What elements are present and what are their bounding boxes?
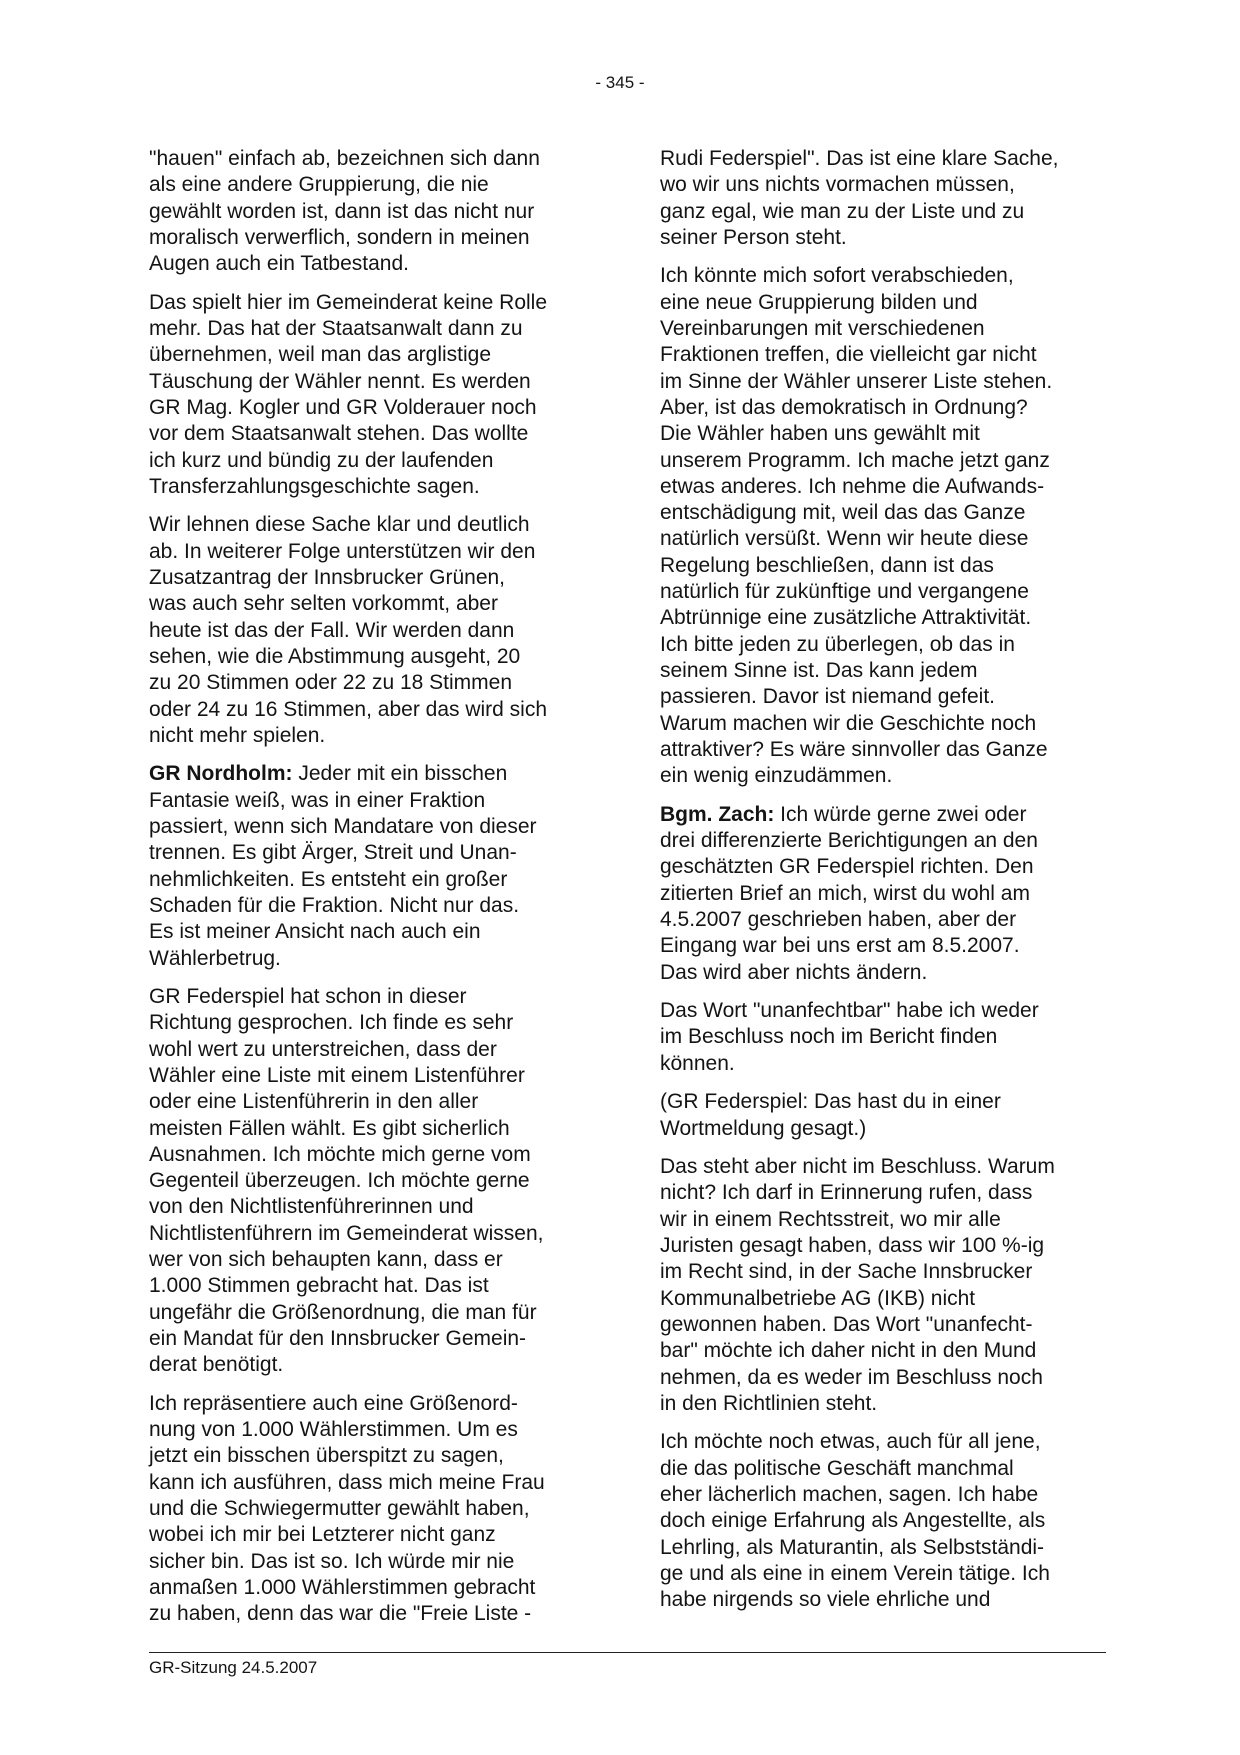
footer-divider [149,1652,1106,1653]
paragraph: Das spielt hier im Gemeinderat keine Rolle mehr. Das hat der Staatsanwalt dann zu übernehmen, weil man das arglistige Täuschung der Wähler nennt. Es werden GR Mag. Kogler und GR Volderauer noch vor dem Staatsanwalt stehen. Das wollte ich kurz und bündig zu der laufenden Transferzahlungsgeschichte sagen. [149,290,548,498]
right-column [660,146,1110,1626]
paragraph: Wir lehnen diese Sache klar und deutlich ab. In weiterer Folge unterstützen wir den Zusatzantrag der Innsbrucker Grünen, was auch sehr selten vorkommt, aber heute ist das der Fall. Wir werden dann sehen, wie die Abstimmung ausgeht, 20 zu 20 Stimmen oder 22 zu 18 Stimmen oder 24 zu 16 Stimmen, aber das wird sich nicht mehr spielen. [149,513,548,747]
paragraph: Ich möchte noch etwas, auch für all jene, die das politische Geschäft manchmal eher lächerlich machen, sagen. Ich habe doch einige Erfahrung als Angestellte, als Lehrling, als Maturantin, als Selbstständi- ge und als eine in einem Verein tätige. Ich habe nirgends so viele ehrliche und [660,1430,1050,1612]
paragraph: "hauen" einfach ab, bezeichnen sich dann als eine andere Gruppierung, die nie gewählt worden ist, dann ist das nicht nur moralisch verwerflich, sondern in meinen Augen auch ein Tatbestand. [149,147,540,276]
paragraph: Ich repräsentiere auch eine Größenord- nung von 1.000 Wählerstimmen. Um es jetzt ein bisschen überspitzt zu sagen, kann ich ausführen, dass mich meine Frau und die Schwiegermutter gewählt haben, wobei ich mir bei Letzterer nicht ganz sicher bin. Das ist so. Ich würde mir nie anmaßen 1.000 Wählerstimmen gebracht zu haben, denn das war die "Freie Liste - [149,1391,545,1626]
paragraph [149,761,599,971]
left-column [149,146,599,1640]
page-number: - 345 - [595,73,645,92]
paragraph: Das steht aber nicht im Beschluss. Warum nicht? Ich darf in Erinnerung rufen, dass wir in einem Rechtsstreit, wo mir alle Juristen gesagt haben, dass wir 100 %-ig im Recht sind, in der Sache Innsbrucker Kommunalbetriebe AG (IKB) nicht gewonnen haben. Das Wort "unanfecht- bar" möchte ich daher nicht in den Mund nehmen, da es weder im Beschluss noch in den Richtlinien steht. [660,1155,1055,1415]
speaker-name: GR Nordholm: [149,762,293,786]
paragraph: (GR Federspiel: Das hast du in einer Wortmeldung gesagt.) [660,1090,1001,1140]
paragraph [660,802,1110,986]
footer-session-date: GR-Sitzung 24.5.2007 [149,1658,318,1677]
paragraph-text: Jeder mit ein bisschen Fantasie weiß, was in einer Fraktion passiert, wenn sich Mandatare von dieser trennen. Es gibt Ärger, Streit und Unan- nehmlichkeiten. Es entsteht ein großer Schaden für die Fraktion. Nicht nur das. Es ist meiner Ansicht nach auch ein Wählerbetrug. [149,762,537,970]
paragraph: Das Wort "unanfechtbar" habe ich weder im Beschluss noch im Bericht finden können. [660,999,1039,1075]
paragraph: Ich könnte mich sofort verabschieden, eine neue Gruppierung bilden und Vereinbarungen mit verschiedenen Fraktionen treffen, die vielleicht gar nicht im Sinne der Wähler unserer Liste stehen. Aber, ist das demokratisch in Ordnung? Die Wähler haben uns gewählt mit unserem Programm. Ich mache jetzt ganz etwas anderes. Ich nehme die Aufwands- entschädigung mit, weil das das Ganze natürlich versüßt. Wenn wir heute diese Regelung beschließen, dann ist das natürlich für zukünftige und vergangene Abtrünnige eine zusätzliche Attraktivität. Ich bitte jeden zu überlegen, ob das in seinem Sinne ist. Das kann jedem passieren. Davor ist niemand gefeit. Warum machen wir die Geschichte noch attraktiver? Es wäre sinnvoller das Ganze ein wenig einzudämmen. [660,264,1053,788]
paragraph: GR Federspiel hat schon in dieser Richtung gesprochen. Ich finde es sehr wohl wert zu unterstreichen, dass der Wähler eine Liste mit einem Listenführer oder eine Listenführerin in den aller meisten Fällen wählt. Es gibt sicherlich Ausnahmen. Ich möchte mich gerne vom Gegenteil überzeugen. Ich möchte gerne von den Nichtlistenführerinnen und Nichtlistenführern im Gemeinderat wissen, wer von sich behaupten kann, dass er 1.000 Stimmen gebracht hat. Das ist ungefähr die Größenordnung, die man für ein Mandat für den Innsbrucker Gemein- derat benötigt. [149,985,544,1377]
paragraph: Rudi Federspiel". Das ist eine klare Sache, wo wir uns nichts vormachen müssen, ganz egal, wie man zu der Liste und zu seiner Person steht. [660,147,1059,249]
paragraph-text: Ich würde gerne zwei oder drei differenzierte Berichtigungen an den geschätzten GR Federspiel richten. Den zitierten Brief an mich, wirst du wohl am 4.5.2007 geschrieben haben, aber der Eingang war bei uns erst am 8.5.2007. Das wird aber nichts ändern. [660,802,1038,984]
speaker-name: Bgm. Zach: [660,802,775,826]
